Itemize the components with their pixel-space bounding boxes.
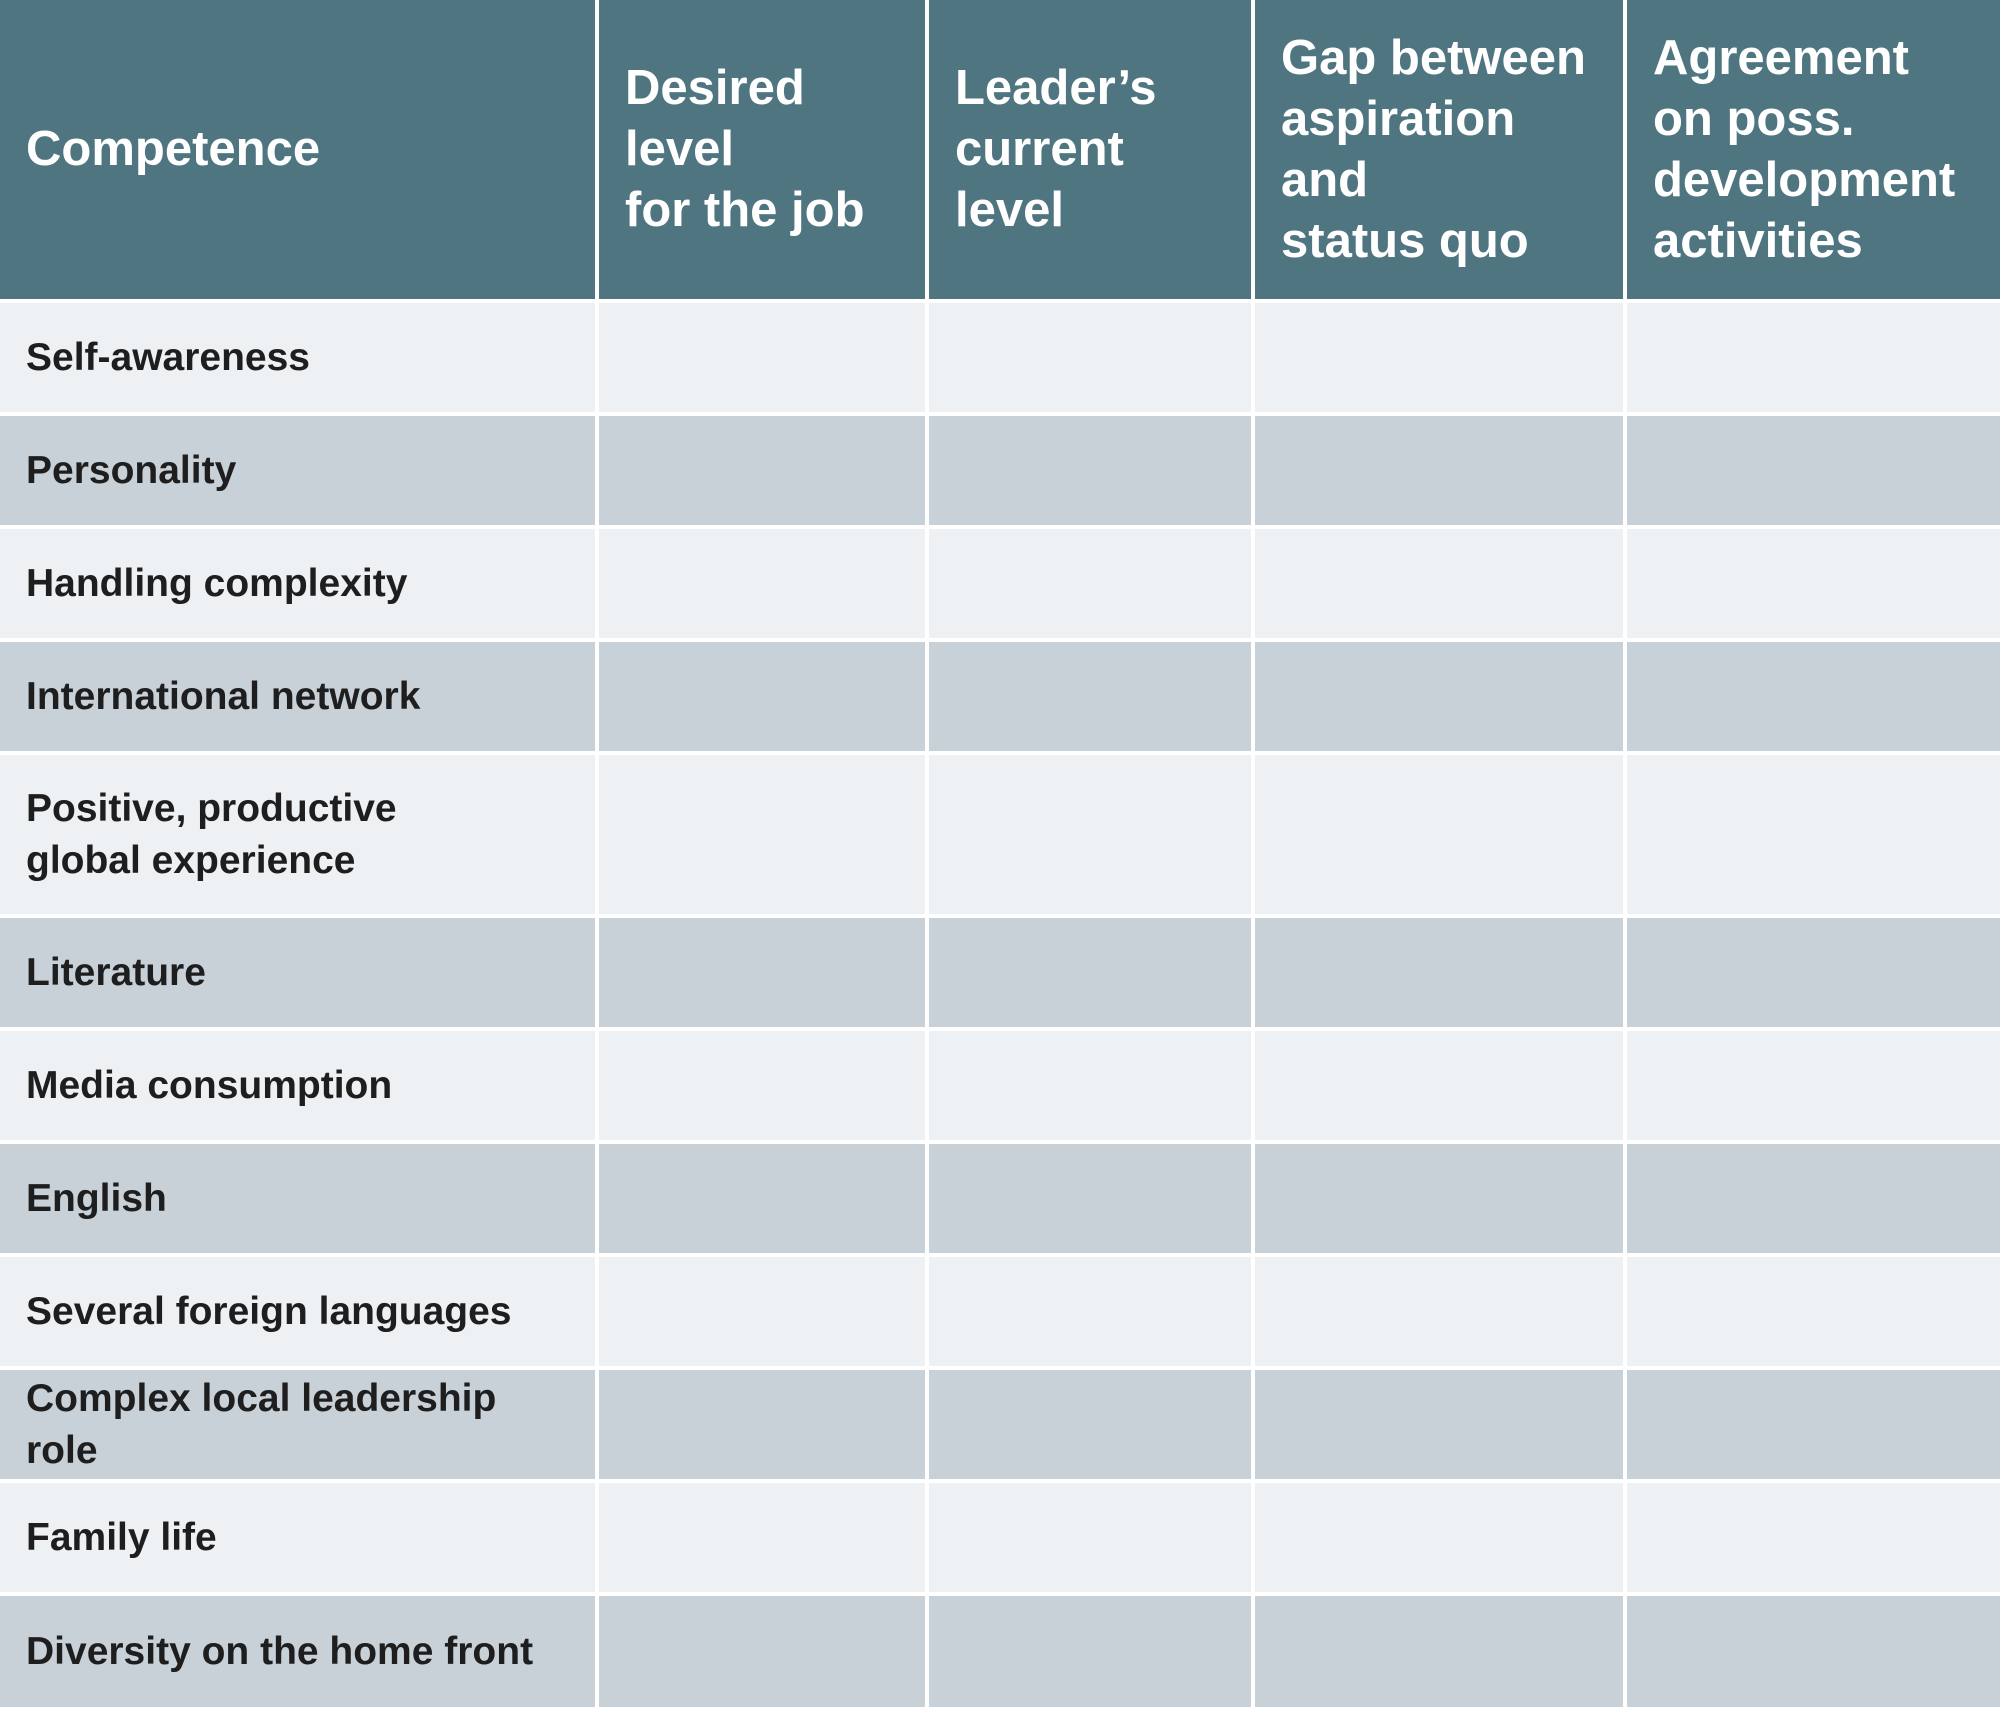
- competence-cell: [0, 414, 597, 527]
- current-level-cell[interactable]: [927, 414, 1253, 527]
- gap-cell[interactable]: [1253, 301, 1625, 414]
- competence-label: English: [26, 1176, 167, 1220]
- current-level-cell[interactable]: [927, 1255, 1253, 1368]
- current-level-cell[interactable]: [927, 527, 1253, 640]
- agreement-cell[interactable]: [1625, 1029, 2000, 1142]
- header-current-level-line: Leader’s: [955, 61, 1157, 115]
- current-level-cell[interactable]: [927, 1368, 1253, 1481]
- table-body: [0, 301, 2000, 1707]
- competence-label: Handling complexity: [26, 561, 408, 605]
- agreement-cell[interactable]: [1625, 1255, 2000, 1368]
- table-row: [0, 1029, 2000, 1142]
- agreement-cell[interactable]: [1625, 1368, 2000, 1481]
- competence-label: Family life: [26, 1515, 217, 1559]
- desired-level-cell[interactable]: [597, 1142, 927, 1255]
- competence-label: Media consumption: [26, 1063, 393, 1107]
- header-agreement-line: development: [1653, 152, 1956, 207]
- header-competence: [0, 0, 597, 301]
- table-row: [0, 414, 2000, 527]
- agreement-cell[interactable]: [1625, 1594, 2000, 1707]
- table-row: [0, 753, 2000, 916]
- current-level-cell[interactable]: [927, 1481, 1253, 1594]
- desired-level-cell[interactable]: [597, 301, 927, 414]
- table-row: [0, 1368, 2000, 1481]
- header-current-level: [927, 0, 1253, 301]
- gap-cell[interactable]: [1253, 414, 1625, 527]
- desired-level-cell[interactable]: [597, 414, 927, 527]
- agreement-cell[interactable]: [1625, 916, 2000, 1029]
- desired-level-cell[interactable]: [597, 527, 927, 640]
- gap-cell[interactable]: [1253, 1255, 1625, 1368]
- agreement-cell[interactable]: [1625, 414, 2000, 527]
- table-row: [0, 640, 2000, 753]
- table-row: [0, 301, 2000, 414]
- gap-cell[interactable]: [1253, 916, 1625, 1029]
- agreement-cell[interactable]: [1625, 1142, 2000, 1255]
- competence-label: Self-awareness: [26, 335, 310, 379]
- table-row: [0, 1255, 2000, 1368]
- header-gap-line: Gap between: [1281, 30, 1586, 85]
- header-row: [0, 0, 2000, 301]
- header-gap: [1253, 0, 1625, 301]
- competence-cell: [0, 1594, 597, 1707]
- table-row: [0, 1142, 2000, 1255]
- header-gap-line: aspiration and: [1281, 91, 1516, 207]
- competence-label: Diversity on the home front: [26, 1629, 534, 1673]
- current-level-cell[interactable]: [927, 1594, 1253, 1707]
- agreement-cell[interactable]: [1625, 301, 2000, 414]
- desired-level-cell[interactable]: [597, 1481, 927, 1594]
- competence-cell: [0, 1029, 597, 1142]
- desired-level-cell[interactable]: [597, 1594, 927, 1707]
- table-row: [0, 916, 2000, 1029]
- header-competence-line: Competence: [26, 122, 321, 176]
- competence-cell: [0, 1481, 597, 1594]
- header-agreement: [1625, 0, 2000, 301]
- gap-cell[interactable]: [1253, 527, 1625, 640]
- competence-cell: [0, 301, 597, 414]
- competence-cell: [0, 916, 597, 1029]
- gap-cell[interactable]: [1253, 1481, 1625, 1594]
- header-desired-level-line: Desired level: [625, 61, 805, 176]
- desired-level-cell[interactable]: [597, 916, 927, 1029]
- agreement-cell[interactable]: [1625, 1481, 2000, 1594]
- desired-level-cell[interactable]: [597, 1255, 927, 1368]
- gap-cell[interactable]: [1253, 753, 1625, 916]
- current-level-cell[interactable]: [927, 640, 1253, 753]
- competence-cell: [0, 640, 597, 753]
- header-current-level-line: current level: [955, 122, 1124, 237]
- table-row: [0, 1594, 2000, 1707]
- desired-level-cell[interactable]: [597, 753, 927, 916]
- header-gap-line: status quo: [1281, 213, 1529, 268]
- desired-level-cell[interactable]: [597, 1368, 927, 1481]
- header-agreement-line: activities: [1653, 213, 1863, 268]
- header-agreement-line: Agreement: [1653, 30, 1909, 85]
- header-agreement-line: on poss.: [1653, 91, 1855, 146]
- agreement-cell[interactable]: [1625, 753, 2000, 916]
- desired-level-cell[interactable]: [597, 1029, 927, 1142]
- competence-label: International network: [26, 674, 421, 718]
- desired-level-cell[interactable]: [597, 640, 927, 753]
- current-level-cell[interactable]: [927, 1142, 1253, 1255]
- agreement-cell[interactable]: [1625, 640, 2000, 753]
- competence-label: Several foreign languages: [26, 1289, 512, 1333]
- current-level-cell[interactable]: [927, 753, 1253, 916]
- competence-cell: [0, 527, 597, 640]
- gap-cell[interactable]: [1253, 1142, 1625, 1255]
- competence-cell: [0, 753, 597, 916]
- current-level-cell[interactable]: [927, 1029, 1253, 1142]
- gap-cell[interactable]: [1253, 1029, 1625, 1142]
- gap-cell[interactable]: [1253, 1368, 1625, 1481]
- agreement-cell[interactable]: [1625, 527, 2000, 640]
- competence-label: Complex local leadership role: [26, 1376, 497, 1472]
- current-level-cell[interactable]: [927, 301, 1253, 414]
- header-desired-level-line: for the job: [625, 183, 865, 237]
- competence-cell: [0, 1142, 597, 1255]
- competence-cell: [0, 1255, 597, 1368]
- competence-label: global experience: [26, 838, 356, 882]
- table-row: [0, 1481, 2000, 1594]
- header-desired-level: [597, 0, 927, 301]
- competence-label: Positive, productive: [26, 786, 397, 830]
- competence-label: Literature: [26, 950, 206, 994]
- table-header: [0, 0, 2000, 301]
- current-level-cell[interactable]: [927, 916, 1253, 1029]
- competence-cell: [0, 1368, 597, 1481]
- table-row: [0, 527, 2000, 640]
- competence-label: Personality: [26, 448, 237, 492]
- gap-cell[interactable]: [1253, 640, 1625, 753]
- gap-cell[interactable]: [1253, 1594, 1625, 1707]
